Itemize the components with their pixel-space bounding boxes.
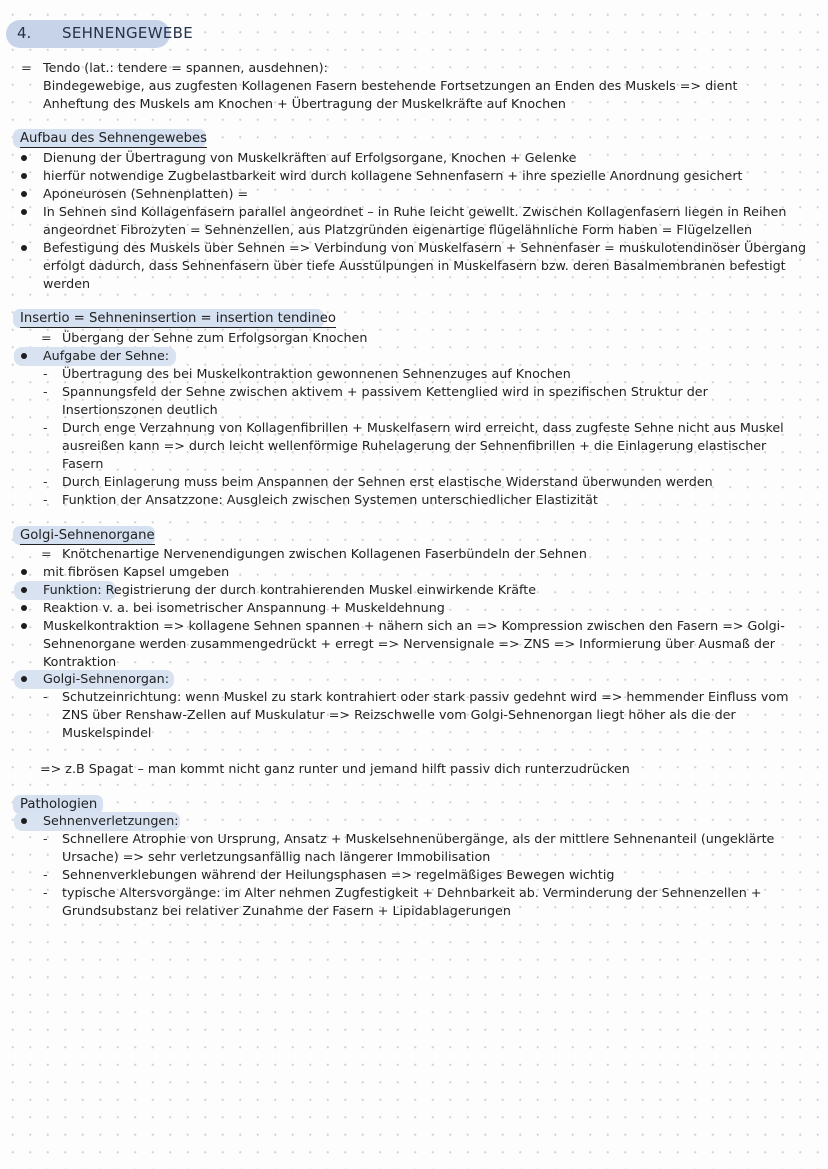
sub-bullet-text: Durch enge Verzahnung von Kollagenfibrillen + Muskelfasern wird erreicht, dass zugfeste Sehne nicht aus Muskel (62, 420, 784, 435)
sub-bullet-text: ausreißen kann => durch leicht wellenförmige Ruhelagerung der Sehnenfibrillen + die Einlagerung elastischer (62, 438, 767, 453)
bullet-text: erfolgt dadurch, dass Sehnenfasern über tiefe Ausstülpungen in Muskelfasern bzw. deren Basalmembranen befestigt (43, 258, 786, 273)
dash-marker: - (43, 420, 48, 435)
sub-bullet-text: Grundsubstanz bei relativer Zunahme der Fasern + Lipidablagerungen (62, 903, 511, 918)
bullet-icon (21, 676, 27, 682)
section-title: SEHNENGEWEBE (62, 24, 193, 42)
definition-text: Übergang der Sehne zum Erfolgsorgan Knochen (62, 330, 368, 345)
example-text: => z.B Spagat – man kommt nicht ganz runter und jemand hilft passiv dich runterzudrücken (40, 761, 630, 776)
bullet-text: Aponeurosen (Sehnenplatten) = (43, 186, 249, 201)
intro-line: Bindegewebige, aus zugfesten Kollagenen Fasern bestehende Fortsetzungen an Enden des Muskels => dient (43, 78, 738, 93)
bullet-text: Sehnenorgane werden zusammengedrückt + erregt => Nervensignale => ZNS => Informierung über Ausmaß der (43, 636, 775, 651)
dash-marker: - (43, 867, 48, 882)
sub-bullet-text: typische Altersvorgänge: im Alter nehmen Zugfestigkeit + Dehnbarkeit ab. Verminderung der Sehnenzellen + (62, 885, 762, 900)
heading-pathologien: Pathologien (20, 797, 98, 812)
intro-line: Tendo (lat.: tendere = spannen, ausdehnen): (43, 60, 328, 75)
equals-marker: = (41, 546, 52, 561)
bullet-icon (21, 173, 27, 179)
bullet-text: Kontraktion (43, 654, 117, 669)
heading-golgi: Golgi-Sehnenorgane (20, 528, 155, 543)
equals-marker: = (41, 330, 52, 345)
bullet-text: angeordnet Fibrozyten = Sehnenzellen, aus Platzgründen eigenartige flügelähnliche Form haben = Flügelzellen (43, 222, 753, 237)
bullet-icon (21, 623, 27, 629)
bullet-text: Funktion: Registrierung der durch kontrahierenden Muskel einwirkende Kräfte (43, 582, 537, 597)
sub-bullet-text: Schnellere Atrophie von Ursprung, Ansatz + Muskelsehnenübergänge, als der mittlere Sehnenanteil (ungeklärte (62, 831, 775, 846)
bullet-text: mit fibrösen Kapsel umgeben (43, 564, 230, 579)
bullet-text: werden (43, 276, 91, 291)
dash-marker: - (43, 831, 48, 846)
definition-text: Knötchenartige Nervenendigungen zwischen Kollagenen Faserbündeln der Sehnen (62, 546, 587, 561)
bullet-text: hierfür notwendige Zugbelastbarkeit wird durch kollagene Sehnenfasern + ihre spezielle Anordnung gesichert (43, 168, 743, 183)
sub-bullet-text: Fasern (62, 456, 104, 471)
sub-bullet-text: Übertragung des bei Muskelkontraktion gewonnenen Sehnenzuges auf Knochen (62, 366, 571, 381)
bullet-text: Aufgabe der Sehne: (43, 348, 170, 363)
bullet-icon (21, 155, 27, 161)
bullet-icon (21, 245, 27, 251)
equals-marker: = (21, 60, 32, 75)
bullet-text: Golgi-Sehnenorgan: (43, 671, 169, 686)
bullet-icon (21, 818, 27, 824)
sub-bullet-text: Sehnenverklebungen während der Heilungsphasen => regelmäßiges Bewegen wichtig (62, 867, 615, 882)
bullet-icon (21, 605, 27, 611)
bullet-icon (21, 587, 27, 593)
sub-bullet-text: Insertionszonen deutlich (62, 402, 218, 417)
dash-marker: - (43, 885, 48, 900)
bullet-text: Muskelkontraktion => kollagene Sehnen spannen + nähern sich an => Kompression zwischen den Fasern => Golgi- (43, 618, 785, 633)
sub-bullet-text: Funktion der Ansatzzone: Ausgleich zwischen Systemen unterschiedlicher Elastizität (62, 492, 598, 507)
dash-marker: - (43, 384, 48, 399)
bullet-icon (21, 569, 27, 575)
dash-marker: - (43, 474, 48, 489)
dash-marker: - (43, 366, 48, 381)
sub-bullet-text: ZNS über Renshaw-Zellen auf Muskulatur => Reizschwelle vom Golgi-Sehnenorgan liegt höher als die der (62, 707, 736, 722)
heading-insertio: Insertio = Sehneninsertion = insertion tendineo (20, 311, 336, 326)
dash-marker: - (43, 492, 48, 507)
intro-line: Anheftung des Muskels am Knochen + Übertragung der Muskelkräfte auf Knochen (43, 96, 566, 111)
bullet-text: Dienung der Übertragung von Muskelkräften auf Erfolgsorgane, Knochen + Gelenke (43, 150, 577, 165)
bullet-text: In Sehnen sind Kollagenfasern parallel angeordnet – in Ruhe leicht gewellt. Zwischen Kollagenfasern liegen in Reihen (43, 204, 787, 219)
dash-marker: - (43, 689, 48, 704)
bullet-text: Reaktion v. a. bei isometrischer Anspannung + Muskeldehnung (43, 600, 445, 615)
sub-bullet-text: Ursache) => sehr verletzungsanfällig nach längerer Immobilisation (62, 849, 491, 864)
bullet-icon (21, 209, 27, 215)
section-number: 4. (17, 24, 32, 42)
bullet-icon (21, 353, 27, 359)
bullet-icon (21, 191, 27, 197)
sub-bullet-text: Schutzeinrichtung: wenn Muskel zu stark kontrahiert oder stark passiv gedehnt wird => hemmender Einfluss vom (62, 689, 789, 704)
bullet-text: Sehnenverletzungen: (43, 813, 179, 828)
sub-bullet-text: Muskelspindel (62, 725, 152, 740)
sub-bullet-text: Spannungsfeld der Sehne zwischen aktivem + passivem Kettenglied wird in spezifischen Struktur der (62, 384, 708, 399)
bullet-text: Befestigung des Muskels über Sehnen => Verbindung von Muskelfasern + Sehnenfaser = muskulotendinöser Übergang (43, 240, 807, 255)
heading-aufbau: Aufbau des Sehnengewebes (20, 131, 207, 146)
sub-bullet-text: Durch Einlagerung muss beim Anspannen der Sehnen erst elastische Widerstand überwunden werden (62, 474, 713, 489)
